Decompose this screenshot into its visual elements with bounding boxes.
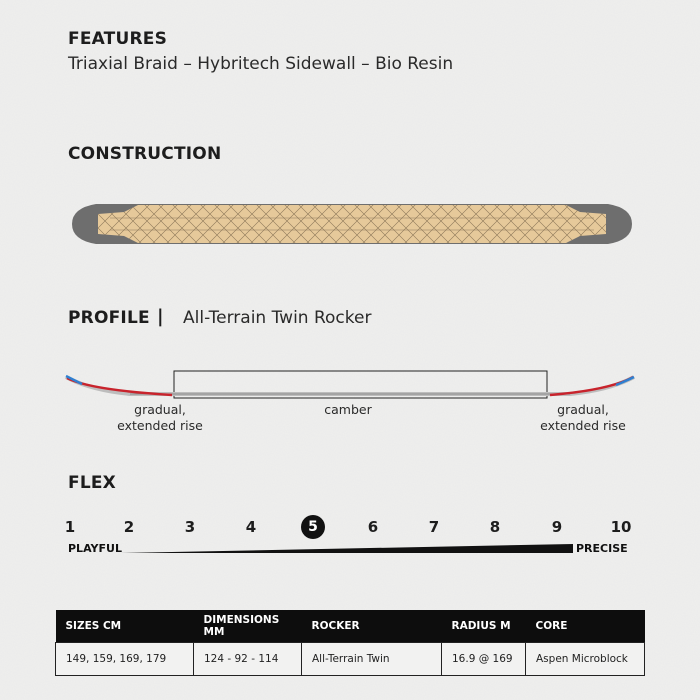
board-base (66, 377, 634, 394)
specs-header-radius: RADIUS M (442, 610, 526, 643)
profile-label-left (110, 402, 210, 434)
profile-type: All-Terrain Twin Rocker (183, 308, 372, 328)
specs-header-core: CORE (526, 610, 645, 643)
flex-value-9: 9 (551, 518, 563, 536)
specs-table (55, 610, 645, 676)
flex-value-1: 1 (64, 518, 76, 536)
specs-header-sizes: SIZES CM (56, 610, 194, 643)
flex-value-5-selected: 5 (301, 515, 325, 539)
specs-data-row (56, 643, 645, 676)
specs-header-rocker: ROCKER (302, 610, 442, 643)
specs-sizes: 149, 159, 169, 179 (56, 643, 194, 676)
flex-value-4: 4 (245, 518, 257, 536)
flex-heading: FLEX (68, 473, 116, 493)
profile-separator: | (157, 306, 164, 327)
specs-core: Aspen Microblock (526, 643, 645, 676)
profile-label-center: camber (324, 402, 372, 417)
profile-heading: PROFILE (68, 308, 150, 328)
profile-label-left-line2: extended rise (117, 418, 203, 433)
flex-wedge (120, 543, 574, 555)
board-profile-illustration (60, 366, 640, 406)
specs-dimensions: 124 - 92 - 114 (194, 643, 302, 676)
flex-value-2: 2 (123, 518, 135, 536)
profile-label-right-line1: gradual, (557, 402, 609, 417)
specs-rocker: All-Terrain Twin (302, 643, 442, 676)
features-heading: FEATURES (68, 29, 168, 49)
construction-heading: CONSTRUCTION (68, 144, 222, 164)
specs-radius: 16.9 @ 169 (442, 643, 526, 676)
flex-value-7: 7 (428, 518, 440, 536)
flex-value-8: 8 (489, 518, 501, 536)
flex-value-3: 3 (184, 518, 196, 536)
specs-header-row (56, 610, 645, 643)
profile-label-right-line2: extended rise (540, 418, 626, 433)
flex-label-playful: PLAYFUL (68, 542, 122, 555)
profile-label-left-line1: gradual, (134, 402, 186, 417)
board-construction-illustration (70, 200, 634, 248)
flex-label-precise: PRECISE (576, 542, 628, 555)
profile-label-right (533, 402, 633, 434)
flex-value-10: 10 (610, 518, 632, 536)
features-list: Triaxial Braid – Hybritech Sidewall – Bio Resin (68, 54, 454, 74)
specs-header-dimensions: DIMENSIONS MM (194, 610, 302, 643)
flex-value-6: 6 (367, 518, 379, 536)
